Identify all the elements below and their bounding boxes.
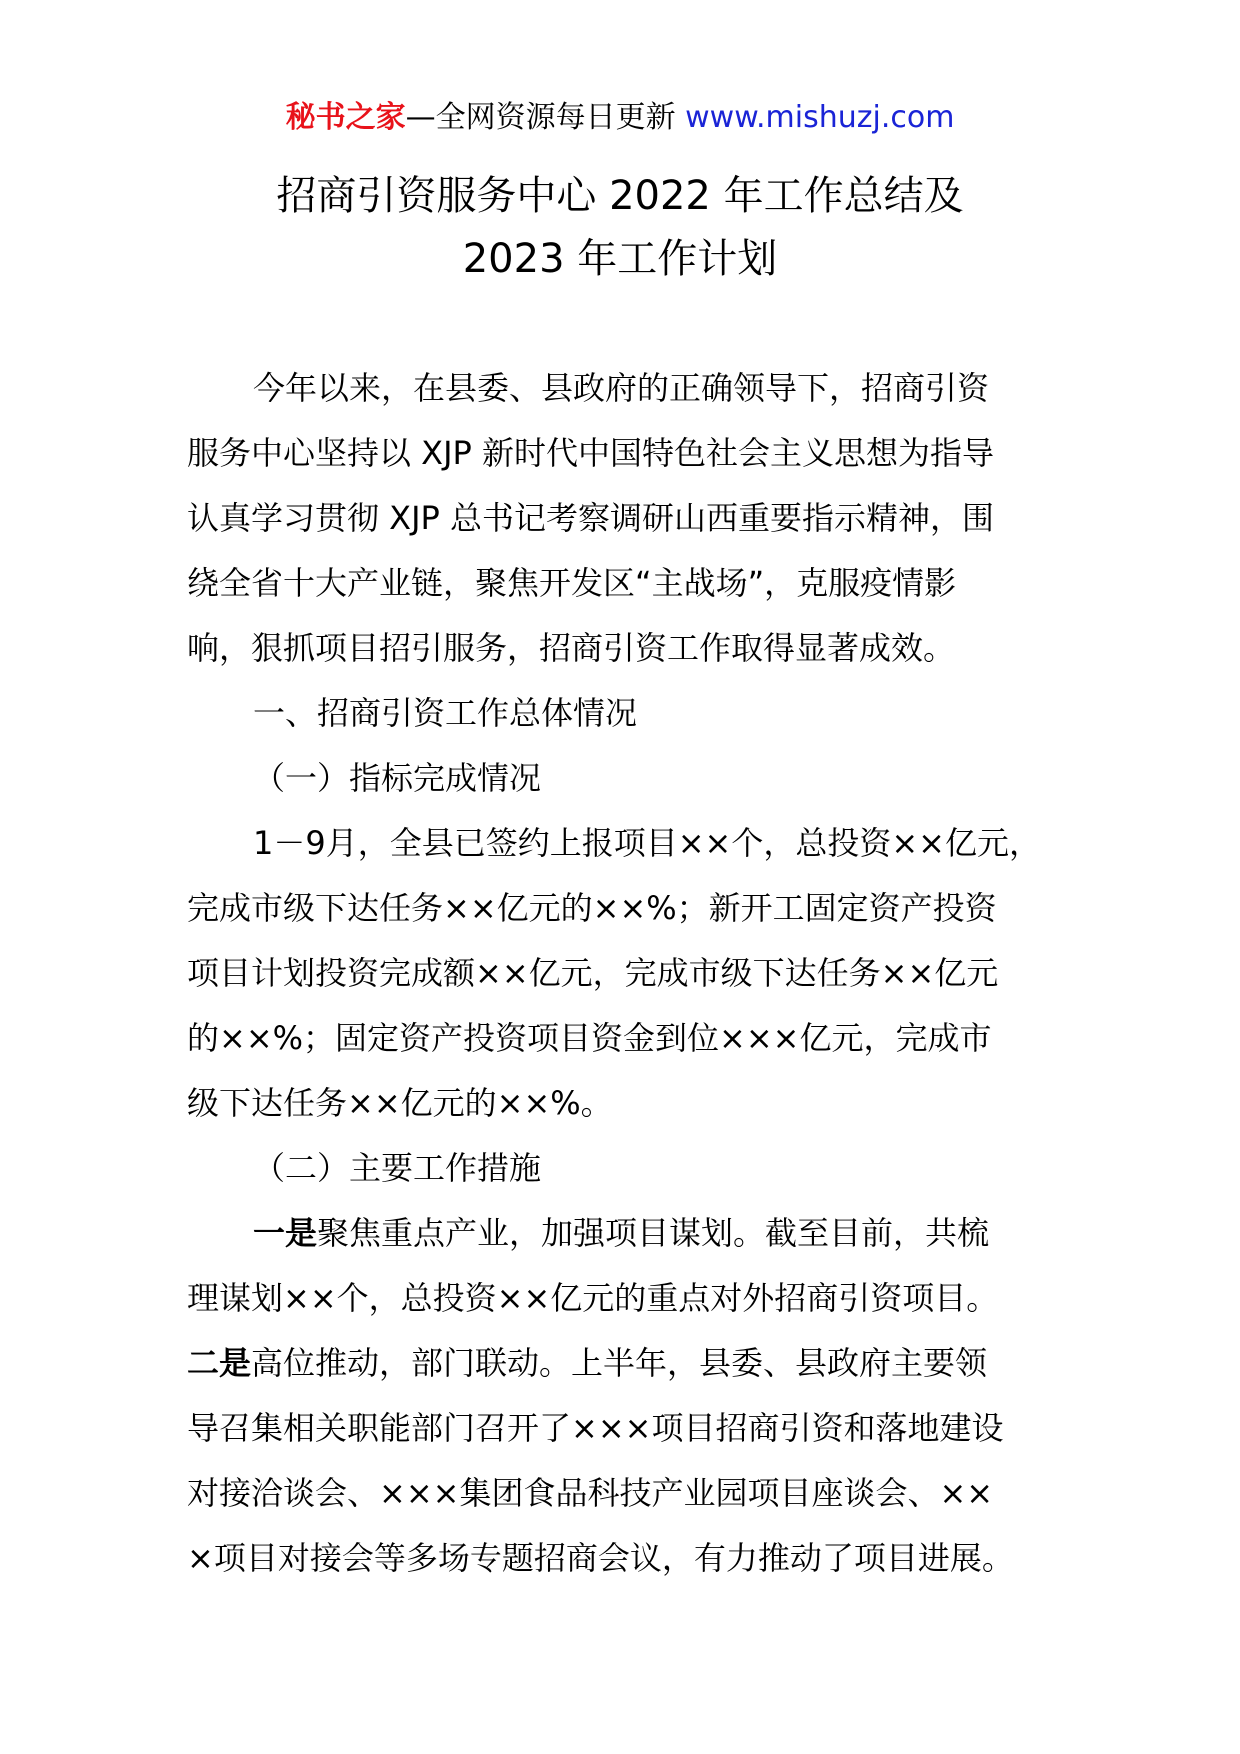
site-url-link[interactable]: www.mishuzj.com [685, 100, 955, 135]
document-body [187, 356, 1087, 1591]
body-line: 级下达任务××亿元的××%。 [187, 1084, 613, 1122]
body-line-text: 聚焦重点产业，加强项目谋划。截至目前，共梳 [317, 1214, 990, 1252]
section-heading: 一、招商引资工作总体情况 [253, 694, 638, 732]
subsection-heading: （一）指标完成情况 [253, 759, 542, 797]
site-brand: 秘书之家 [285, 100, 406, 135]
title-line-1: 招商引资服务中心 2022 年工作总结及 [276, 173, 964, 219]
body-line: 响，狠抓项目招引服务，招商引资工作取得显著成效。 [187, 629, 956, 667]
body-line: 完成市级下达任务××亿元的××%；新开工固定资产投资 [187, 889, 997, 927]
body-line-with-bold-prefix [187, 1201, 1087, 1266]
body-line: 1－9月，全县已签约上报项目××个，总投资××亿元， [253, 824, 1041, 862]
body-line: 项目计划投资完成额××亿元，完成市级下达任务××亿元 [187, 954, 999, 992]
body-line: 对接洽谈会、×××集团食品科技产业园项目座谈会、×× [187, 1474, 994, 1512]
body-line-with-bold-prefix [187, 1331, 1087, 1396]
bold-prefix: 二是 [187, 1344, 252, 1382]
body-line: 的××%；固定资产投资项目资金到位×××亿元，完成市 [187, 1019, 992, 1057]
site-tagline: —全网资源每日更新 [405, 100, 676, 135]
body-line-text: 高位推动，部门联动。上半年，县委、县政府主要领 [251, 1344, 988, 1382]
body-line: 理谋划××个，总投资××亿元的重点对外招商引资项目。 [187, 1279, 999, 1317]
site-header [0, 98, 1240, 138]
title-line-2: 2023 年工作计划 [462, 236, 778, 282]
body-line: 绕全省十大产业链，聚焦开发区“主战场”，克服疫情影 [187, 564, 957, 602]
body-line: 今年以来，在县委、县政府的正确领导下，招商引资 [253, 369, 990, 407]
body-line: 认真学习贯彻 XJP 总书记考察调研山西重要指示精神，围 [187, 499, 995, 537]
body-line: ×项目对接会等多场专题招商会议，有力推动了项目进展。 [187, 1539, 1014, 1577]
document-title [0, 165, 1240, 291]
bold-prefix: 一是 [253, 1214, 318, 1252]
subsection-heading: （二）主要工作措施 [253, 1149, 542, 1187]
body-line: 导召集相关职能部门召开了×××项目招商引资和落地建设 [187, 1409, 1004, 1447]
body-line: 服务中心坚持以 XJP 新时代中国特色社会主义思想为指导 [187, 434, 995, 472]
